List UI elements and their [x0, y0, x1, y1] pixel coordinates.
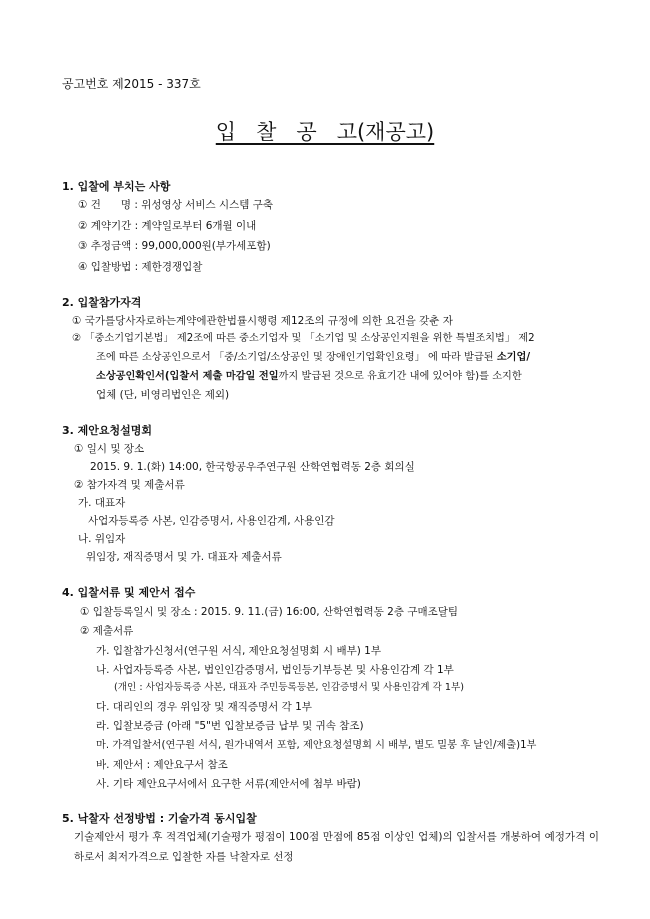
section-3-line: ② 참가자격 및 제출서류: [74, 479, 185, 491]
section-1-item: ③ 추정금액 : 99,000,000원(부가세포함): [78, 240, 271, 252]
section-3-line: ① 일시 및 장소: [74, 443, 145, 455]
section-2-item-2-line: 업체 (단, 비영리법인은 제외): [96, 389, 230, 401]
section-4-line: (개인 : 사업자등록증 사본, 대표자 주민등록등본, 인감증명서 및 사용인감계 각 1부): [114, 682, 464, 693]
section-3-line: 가. 대표자: [78, 497, 126, 509]
section-4-line: 다. 대리인의 경우 위임장 및 재직증명서 각 1부: [96, 701, 312, 713]
section-2-bold-text: 소기업/: [496, 352, 531, 363]
section-4-line: 사. 기타 제안요구서에서 요구한 서류(제안서에 첨부 바람): [96, 778, 361, 790]
section-3-heading: 3. 제안요청설명회: [62, 424, 153, 437]
page-title: [0, 118, 650, 146]
section-5-heading: 5. 낙찰자 선정방법 : 기술가격 동시입찰: [62, 812, 257, 825]
section-1-item: ④ 입찰방법 : 제한경쟁입찰: [78, 261, 203, 273]
section-2-text: 까지 발급된 것으로 유효기간 내에 있어야 함)를 소지한: [278, 371, 522, 382]
section-4-line: ② 제출서류: [80, 625, 134, 637]
section-2-item-1: ① 국가를당사자로하는계약에관한법률시행령 제12조의 규정에 의한 요건을 갖춘 자: [72, 315, 453, 327]
notice-number: 공고번호 제2015 - 337호: [62, 77, 201, 91]
page-title-text: 입 찰 공 고(재공고): [215, 120, 435, 144]
section-3-line: 2015. 9. 1.(화) 14:00, 한국항공우주연구원 산학연협력동 2층 회의실: [90, 461, 415, 473]
section-2-item-2-line: [96, 351, 530, 365]
section-4-line: 가. 입찰참가신청서(연구원 서식, 제안요청설명회 시 배부) 1부: [96, 645, 382, 657]
section-3-line: 위임장, 재직증명서 및 가. 대표자 제출서류: [86, 551, 282, 563]
section-1-heading: 1. 입찰에 부치는 사항: [62, 180, 171, 193]
section-2-bold-text: 소상공인확인서(입찰서 제출 마감일 전일: [96, 371, 279, 382]
section-3-line: 사업자등록증 사본, 인감증명서, 사용인감계, 사용인감: [88, 515, 335, 527]
section-4-line: 라. 입찰보증금 (아래 "5"번 입찰보증금 납부 및 귀속 참조): [96, 720, 364, 732]
section-1-item: ① 건 명 : 위성영상 서비스 시스템 구축: [78, 199, 274, 211]
section-4-line: 마. 가격입찰서(연구원 서식, 원가내역서 포함, 제안요청설명회 시 배부, 별도 밀봉 후 날인/제출)1부: [96, 740, 537, 751]
section-2-item-2-line: [96, 370, 522, 384]
section-1-item: ② 계약기간 : 계약일로부터 6개월 이내: [78, 220, 257, 232]
section-4-line: ① 입찰등록일시 및 장소 : 2015. 9. 11.(금) 16:00, 산학연협력동 2층 구매조달팀: [80, 606, 459, 618]
section-4-line: 나. 사업자등록증 사본, 법인인감증명서, 법인등기부등본 및 사용인감계 각 1부: [96, 664, 454, 676]
section-4-heading: 4. 입찰서류 및 제안서 접수: [62, 586, 196, 599]
section-3-line: 나. 위임자: [78, 533, 126, 545]
section-4-line: 바. 제안서 : 제안요구서 참조: [96, 759, 228, 771]
section-5-body: 기술제안서 평가 후 적격업체(기술평가 평점이 100점 만점에 85점 이상인 업체)의 입찰서를 개봉하여 예정가격 이하로서 최저가격으로 입찰한 자를 낙찰자로 선정: [74, 831, 599, 863]
section-2-text: 조에 따른 소상공인으로서 「중/소기업/소상공인 및 장애인기업확인요령」 에 따라 발급된: [96, 352, 497, 363]
section-2-item-2-line: ② 「중소기업기본법」 제2조에 따른 중소기업자 및 「소기업 및 소상공인지원을 위한 특별조치법」 제2: [72, 333, 535, 344]
section-2-heading: 2. 입찰참가자격: [62, 296, 142, 309]
